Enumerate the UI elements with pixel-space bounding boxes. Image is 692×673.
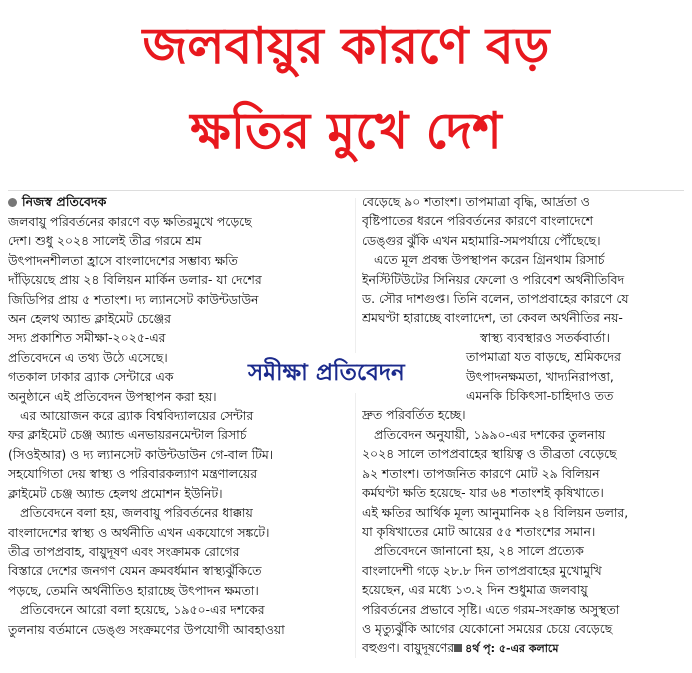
headline-divider xyxy=(8,190,684,191)
text-line: অন হেলথ অ্যান্ড ক্লাইমেট চেঞ্জের xyxy=(8,311,171,327)
text-line: প্রতিবেদনে বলা হয়, জলবায়ু পরিবর্তনের ধাক্কায় xyxy=(20,505,253,521)
text-line: অনুষ্ঠানে এই প্রতিবেদন উপস্থাপন করা হয়। xyxy=(8,388,217,404)
text-line: ৯২ শতাংশ। তাপজনিত কারণে মোট ২৯ বিলিয়ন xyxy=(362,465,600,481)
headline-line-1: জলবায়ুর কারণে বড় xyxy=(142,17,550,75)
text-line: সদ্য প্রকাশিত সমীক্ষা-২০২৫-এর xyxy=(8,330,166,346)
headline-line-2: ক্ষতির মুখে দেশ xyxy=(190,102,502,160)
text-line: বিস্তারে দেশের জনগণ যেমন ক্রমবর্ধমান স্বাস্থ্যঝুঁকিতে xyxy=(8,563,262,579)
text-line: শ্রমঘণ্টা হারাচ্ছে বাংলাদেশ, তা কেবল অর্থনীতির নয়- xyxy=(362,310,623,326)
text-line: তাপমাত্রা যত বাড়ছে, শ্রমিকদের xyxy=(466,349,621,365)
byline xyxy=(8,192,351,212)
text-line: স্বাস্থ্য ব্যবস্থারও সতর্কবার্তা। xyxy=(480,329,610,345)
text-line: এতে মূল প্রবন্ধ উপস্থাপন করেন গ্রিনথাম রিসার্চ xyxy=(374,252,605,268)
survey-report-label: সমীক্ষা প্রতিবেদন xyxy=(238,353,415,393)
text-line: হয়েছেন, এর মধ্যে ১৩.২ দিন শুধুমাত্র জলবায়ু xyxy=(362,582,588,598)
text-line: প্রতিবেদনে জানানো হয়, ২৪ সালে প্রত্যেক xyxy=(374,543,584,559)
text-line: ড. সৌর দাশগুপ্ত। তিনি বলেন, তাপপ্রবাহের কারণে যে xyxy=(362,291,629,307)
square-bullet-icon xyxy=(454,644,462,652)
text-line: পরিবর্তনের প্রভাবে সৃষ্টি। এতে গরম-সংক্রান্ত অসুস্থতা xyxy=(362,601,620,617)
text-line: গতকাল ঢাকার ব্র্যাক সেন্টারে এক xyxy=(8,369,174,385)
text-line: ডেঙ্গুর ঝুঁকি এখন মহামারি-সমপর্যায়ে পৌঁছেছে। xyxy=(362,232,601,248)
text-line: দাঁড়িয়েছে প্রায় ২৪ বিলিয়ন মার্কিন ডলার- যা দেশের xyxy=(8,272,262,288)
byline-text: নিজস্ব প্রতিবেদক xyxy=(22,194,107,210)
text-line: উৎপাদনশীলতা হ্রাসে বাংলাদেশের সম্ভাব্য ক্ষতি xyxy=(8,252,238,268)
text-line: বৃষ্টিপাতের ধরনে পরিবর্তনের কারণে বাংলাদেশে xyxy=(362,213,594,229)
text-line: জলবায়ু পরিবর্তনের কারণে বড় ক্ষতিরমুখে পড়েছে xyxy=(8,214,252,229)
column-divider xyxy=(355,198,356,658)
text-line: বাংলাদেশী গড়ে ২৮.৮ দিন তাপপ্রবাহের মুখোমুখি xyxy=(362,562,602,578)
text-line: প্রতিবেদনে আরো বলা হয়েছে, ১৯৫০-এর দশকের xyxy=(20,602,265,618)
text-line: ২০২৪ সালে তাপপ্রবাহের স্থায়িত্ব ও তীব্রতা বেড়েছে xyxy=(362,446,617,462)
text-line: জিডিপির প্রায় ৫ শতাংশ। দ্য ল্যানসেট কাউন্টডাউন xyxy=(8,291,259,307)
text-line: ফর ক্লাইমেট চেঞ্জ অ্যান্ড এনভায়রনমেন্টাল রিসার্চ xyxy=(8,427,247,443)
text-line: (সিওইআর) ও দ্য ল্যানসেট কাউন্টডাউন গে-বাল টিম। xyxy=(8,446,274,462)
text-line: পড়ছে, তেমনি অর্থনীতিও হারাচ্ছে উৎপাদন ক্ষমতা। xyxy=(8,582,259,598)
text-line: বাংলাদেশের স্বাস্থ্য ও অর্থনীতি এখন একযোগে সঙ্কটে। xyxy=(8,524,270,540)
text-line: ইনস্টিটিউটের সিনিয়র ফেলো ও পরিবেশ অর্থনীতিবিদ xyxy=(362,271,625,287)
text-line: ক্লাইমেট চেঞ্জ অ্যান্ড হেলথ প্রমোশন ইউনিট। xyxy=(8,485,223,501)
text-line: সহযোগিতা দেয় স্বাস্থ্য ও পরিবারকল্যাণ মন্ত্রণালয়ের xyxy=(8,466,258,482)
text-line: প্রতিবেদনে এ তথ্য উঠে এসেছে। xyxy=(8,349,168,365)
text-line: দ্রুত পরিবর্তিত হচ্ছে। xyxy=(362,407,466,423)
right-column-text xyxy=(362,192,684,658)
text-line: প্রতিবেদন অনুযায়ী, ১৯৯০-এর দশকের তুলনায় xyxy=(374,426,606,442)
text-line: তীব্র তাপপ্রবাহ, বায়ুদূষণ এবং সংক্রামক রোগের xyxy=(8,543,240,559)
text-line: বহুগুণ। বায়ুদূষণের ৪র্থ পৃ: ৫-এর কলামে xyxy=(362,638,684,658)
continuation-note xyxy=(454,639,558,658)
text-line: এই ক্ষতির আর্থিক মূল্য আনুমানিক ২৪ বিলিয়ন ডলার, xyxy=(362,504,629,520)
left-column xyxy=(8,192,351,639)
bullet-icon xyxy=(8,198,17,207)
text-line: কর্মঘণ্টা ক্ষতি হয়েছে- যার ৬৪ শতাংশই কৃষিখাতে। xyxy=(362,485,604,501)
text-line: এমনকি চিকিৎসা-চাহিদাও তত xyxy=(466,388,614,404)
text-line: ও মৃত্যুঝুঁকি আগের যেকোনো সময়ের চেয়ে বেড়েছে xyxy=(362,620,613,636)
text-line: এর আয়োজন করে ব্র্যাক বিশ্ববিদ্যালয়ের সেন্টার xyxy=(20,408,254,424)
left-column-text xyxy=(8,212,351,639)
text-line: উৎপাদনক্ষমতা, খাদ্যনিরাপত্তা, xyxy=(466,368,614,384)
right-column xyxy=(362,192,684,658)
continuation-text: ৪র্থ পৃ: ৫-এর কলামে xyxy=(465,641,559,655)
text-line: বেড়েছে ৯০ শতাংশ। তাপমাত্রা বৃদ্ধি, আর্দ্রতা ও xyxy=(362,194,590,209)
text-line: দেশ। শুধু ২০২৪ সালেই তীব্র গরমে শ্রম xyxy=(8,233,202,249)
text-line: যা কৃষিখাতের মোট আয়ের ৫৫ শতাংশের সমান। xyxy=(362,523,596,539)
text-line: তুলনায় বর্তমানে ডেঙ্গু সংক্রমণের উপযোগী আবহাওয়া xyxy=(8,621,285,637)
